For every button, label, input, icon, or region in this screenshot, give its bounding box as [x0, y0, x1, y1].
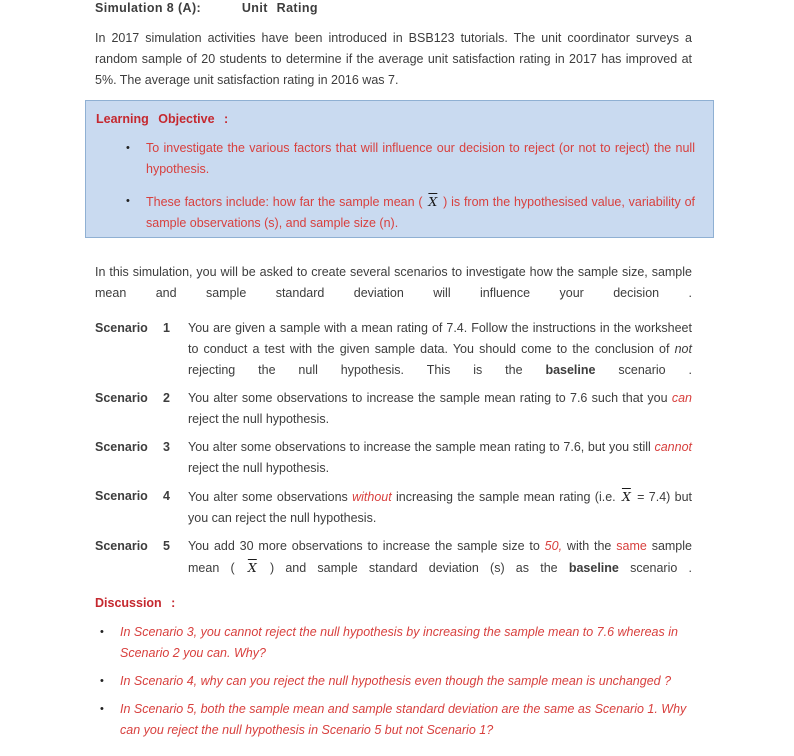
learning-objective-box: [85, 100, 714, 238]
discussion-text: In Scenario 3, you cannot reject the null hypothesis by increasing the sample mean to 7.6 whereas in Scenario 2 you can. Why?: [120, 625, 678, 660]
discussion-list: [95, 622, 692, 741]
scenario-row-3: [95, 437, 692, 479]
scenario-word: Scenario: [95, 391, 148, 405]
discussion-text: In Scenario 4, why can you reject the null hypothesis even though the sample mean is unchanged ?: [120, 674, 672, 688]
learning-objective-text: These factors include: how far the sample mean ( $\overline{X}$ ) is from the hypothesised value, variability of sample observations (s), and sample size (n).: [146, 194, 695, 230]
discussion-item: [95, 671, 692, 692]
page-title-label: Simulation 8 (A):: [95, 1, 202, 15]
bullet-icon: •: [126, 195, 130, 207]
scenario-number: 4: [163, 489, 170, 503]
scenario-label: [95, 536, 188, 579]
discussion-heading: Discussion :: [95, 596, 176, 610]
scenario-description: You add 30 more observations to increase the sample size to 50, with the same sample mean ( $\overline{X}$ ) and sample standard deviation (s) as the baseline scenario .: [188, 539, 693, 575]
scenario-word: Scenario: [95, 440, 148, 454]
scenario-number: 3: [163, 440, 170, 454]
scenario-number: 5: [163, 539, 170, 553]
learning-objective-item: [96, 138, 701, 180]
scenario-label: [95, 486, 188, 529]
page-title: [95, 0, 692, 16]
scenario-list: [95, 318, 692, 579]
scenario-description: You alter some observations without increasing the sample mean rating (i.e. $\overline{X} = 7.4$) but you can reject the null hypothesis.: [188, 489, 692, 525]
discussion-item: [95, 622, 692, 664]
scenario-word: Scenario: [95, 321, 148, 335]
discussion-text: In Scenario 5, both the sample mean and sample standard deviation are the same as Scenario 1. Why can you reject the null hypothesis in Scenario 5 but not Scenario 1?: [120, 702, 687, 737]
scenario-word: Scenario: [95, 489, 148, 503]
bullet-icon: •: [100, 675, 104, 687]
bullet-icon: •: [100, 703, 104, 715]
learning-objective-heading: Learning Objective :: [96, 112, 229, 126]
scenario-label: [95, 437, 188, 479]
scenario-description: You are given a sample with a mean rating of 7.4. Follow the instructions in the worksheet to conduct a test with the given sample data. You should come to the conclusion of not rejecting the null hypothesis. This is the baseline scenario .: [188, 321, 692, 377]
page-title-subtitle: Unit Rating: [241, 1, 318, 15]
bullet-icon: •: [126, 142, 130, 154]
scenario-row-5: [95, 536, 692, 579]
scenario-row-4: [95, 486, 692, 529]
scenario-row-2: [95, 388, 692, 430]
learning-objective-item: [96, 191, 701, 234]
scenario-number: 2: [163, 391, 170, 405]
simulation-intro-paragraph: In this simulation, you will be asked to create several scenarios to investigate how the sample size, sample mean and sample standard deviation will influence your decision .: [95, 265, 692, 300]
document-content: [95, 0, 695, 748]
bullet-icon: •: [100, 626, 104, 638]
intro-paragraph: In 2017 simulation activities have been introduced in BSB123 tutorials. The unit coordinator surveys a random sample of 20 students to determine if the average unit satisfaction rating in 2017 has improved at 5%. The average unit satisfaction rating in 2016 was 7.: [95, 31, 692, 87]
scenario-label: [95, 318, 188, 381]
scenario-description: You alter some observations to increase the sample mean rating to 7.6 such that you can reject the null hypothesis.: [188, 391, 692, 426]
scenario-label: [95, 388, 188, 430]
scenario-description: You alter some observations to increase the sample mean rating to 7.6, but you still cannot reject the null hypothesis.: [188, 440, 692, 475]
scenario-word: Scenario: [95, 539, 148, 553]
discussion-item: [95, 699, 692, 741]
scenario-number: 1: [163, 321, 170, 335]
learning-objective-list: [96, 138, 701, 234]
learning-objective-text: To investigate the various factors that will influence our decision to reject (or not to reject) the null hypothesis.: [146, 141, 695, 176]
scenario-row-1: [95, 318, 692, 381]
